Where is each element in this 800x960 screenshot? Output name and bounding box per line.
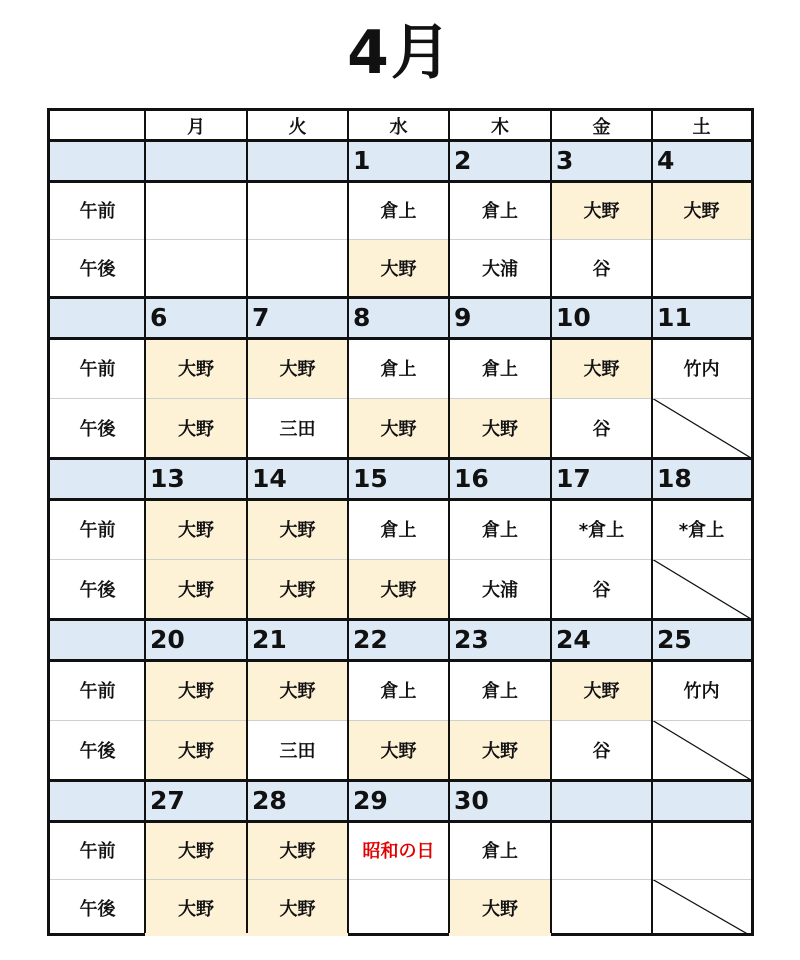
closed-slot-diagonal <box>652 720 751 780</box>
row-divider <box>50 180 751 183</box>
header-corner <box>50 111 145 140</box>
staff-assignment: 谷 <box>592 419 611 440</box>
staff-assignment: 大浦 <box>482 259 518 280</box>
day-number <box>652 780 751 821</box>
empty-slot <box>247 181 348 239</box>
day-number: 6 <box>145 297 247 338</box>
day-number: 29 <box>348 780 449 821</box>
staff-assignment: 大野 <box>145 660 247 720</box>
slot-divider <box>50 720 751 721</box>
staff-assignment: 大野 <box>348 720 449 780</box>
closed-slot-diagonal <box>652 559 751 619</box>
empty-slot <box>652 559 751 619</box>
week-band-corner <box>50 458 145 499</box>
staff-assignment: 三田 <box>279 419 316 440</box>
schedule-table <box>47 108 754 936</box>
day-number: 18 <box>652 458 751 499</box>
day-number: 8 <box>348 297 449 338</box>
staff-assignment: 三田 <box>279 741 316 762</box>
day-number: 21 <box>247 619 348 660</box>
column-divider <box>144 111 146 933</box>
staff-assignment: 大野 <box>348 559 449 619</box>
staff-assignment: 大野 <box>145 879 247 936</box>
row-divider <box>50 618 751 621</box>
staff-assignment: 大野 <box>449 879 551 936</box>
staff-assignment: 竹内 <box>683 681 720 702</box>
staff-assignment: 大野 <box>348 398 449 458</box>
staff-assignment: 倉上 <box>482 201 518 222</box>
day-number: 14 <box>247 458 348 499</box>
staff-assignment: 倉上 <box>482 841 518 862</box>
slot-label-am: 午前 <box>79 681 116 702</box>
week-band-corner <box>50 297 145 338</box>
day-number: 27 <box>145 780 247 821</box>
weekday-header: 水 <box>389 116 408 138</box>
column-divider <box>347 111 349 933</box>
row-divider <box>50 779 751 782</box>
staff-assignment: 大野 <box>247 660 348 720</box>
empty-slot <box>652 398 751 458</box>
empty-slot <box>652 821 751 879</box>
staff-assignment: 倉上 <box>482 359 518 380</box>
row-divider <box>50 296 751 299</box>
slot-label-am: 午前 <box>79 359 116 380</box>
staff-assignment: 大野 <box>145 821 247 879</box>
staff-assignment: 大野 <box>145 720 247 780</box>
staff-assignment: 大野 <box>551 338 652 398</box>
weekday-header: 火 <box>288 116 307 138</box>
day-number: 22 <box>348 619 449 660</box>
day-number: 7 <box>247 297 348 338</box>
day-number: 20 <box>145 619 247 660</box>
staff-assignment: 大野 <box>551 181 652 239</box>
week-band-corner <box>50 780 145 821</box>
slot-label-pm: 午後 <box>79 419 116 440</box>
empty-slot <box>348 879 449 936</box>
empty-slot <box>551 821 652 879</box>
slot-divider <box>50 879 751 880</box>
staff-assignment: *倉上 <box>578 520 625 541</box>
staff-assignment: 谷 <box>592 259 611 280</box>
staff-assignment: 大野 <box>348 239 449 297</box>
staff-assignment: 大野 <box>652 181 751 239</box>
day-number <box>247 140 348 181</box>
row-divider <box>50 139 751 142</box>
day-number: 4 <box>652 140 751 181</box>
day-number: 9 <box>449 297 551 338</box>
empty-slot <box>247 239 348 297</box>
row-divider <box>50 457 751 460</box>
week-band-corner <box>50 140 145 181</box>
day-number: 23 <box>449 619 551 660</box>
day-number: 1 <box>348 140 449 181</box>
day-number: 10 <box>551 297 652 338</box>
weekday-header: 月 <box>187 116 205 138</box>
column-divider <box>246 111 248 933</box>
slot-label-am: 午前 <box>79 201 116 222</box>
empty-slot <box>145 181 247 239</box>
staff-assignment: 大野 <box>145 338 247 398</box>
day-number: 2 <box>449 140 551 181</box>
staff-assignment: 大野 <box>551 660 652 720</box>
staff-assignment: 大野 <box>145 499 247 559</box>
empty-slot <box>652 239 751 297</box>
staff-assignment: 倉上 <box>482 520 518 541</box>
staff-assignment: 大野 <box>145 398 247 458</box>
staff-assignment: 大浦 <box>482 580 518 601</box>
staff-assignment: 大野 <box>247 499 348 559</box>
page-title: 4月 <box>347 18 453 88</box>
weekday-header: 木 <box>491 116 509 138</box>
day-number: 3 <box>551 140 652 181</box>
slot-divider <box>50 559 751 560</box>
day-number: 30 <box>449 780 551 821</box>
staff-assignment: 大野 <box>247 879 348 936</box>
slot-divider <box>50 239 751 240</box>
slot-label-pm: 午後 <box>79 898 116 920</box>
staff-assignment: 大野 <box>449 720 551 780</box>
weekday-header: 土 <box>692 116 711 138</box>
row-divider <box>50 498 751 501</box>
staff-assignment: 谷 <box>592 741 611 762</box>
column-divider <box>651 111 653 933</box>
staff-assignment: 谷 <box>592 580 611 601</box>
empty-slot <box>652 879 751 936</box>
staff-assignment: 倉上 <box>380 201 417 222</box>
slot-label-am: 午前 <box>79 520 116 541</box>
staff-assignment: 倉上 <box>380 681 417 702</box>
row-divider <box>50 337 751 340</box>
slot-label-am: 午前 <box>79 841 116 862</box>
slot-divider <box>50 398 751 399</box>
weekday-header: 金 <box>592 116 611 138</box>
staff-assignment: 倉上 <box>380 520 417 541</box>
empty-slot <box>551 879 652 936</box>
day-number: 16 <box>449 458 551 499</box>
staff-assignment: 倉上 <box>380 359 417 380</box>
slot-label-pm: 午後 <box>79 580 116 601</box>
day-number <box>551 780 652 821</box>
row-divider <box>50 820 751 823</box>
staff-assignment: *倉上 <box>678 520 725 541</box>
week-band-corner <box>50 619 145 660</box>
staff-assignment: 大野 <box>247 559 348 619</box>
column-divider <box>448 111 450 933</box>
column-divider <box>550 111 552 933</box>
day-number: 25 <box>652 619 751 660</box>
slot-label-pm: 午後 <box>79 259 116 280</box>
closed-slot-diagonal <box>652 879 751 936</box>
day-number: 15 <box>348 458 449 499</box>
staff-assignment: 竹内 <box>683 359 720 380</box>
staff-assignment: 大野 <box>145 559 247 619</box>
staff-assignment: 倉上 <box>482 681 518 702</box>
row-divider <box>50 659 751 662</box>
closed-slot-diagonal <box>652 398 751 458</box>
day-number: 24 <box>551 619 652 660</box>
slot-label-pm: 午後 <box>79 741 116 762</box>
empty-slot <box>145 239 247 297</box>
day-number <box>145 140 247 181</box>
day-number: 11 <box>652 297 751 338</box>
empty-slot <box>652 720 751 780</box>
staff-assignment: 大野 <box>247 338 348 398</box>
staff-assignment: 大野 <box>247 821 348 879</box>
day-number: 17 <box>551 458 652 499</box>
staff-assignment: 大野 <box>449 398 551 458</box>
day-number: 28 <box>247 780 348 821</box>
day-number: 13 <box>145 458 247 499</box>
holiday-label: 昭和の日 <box>362 841 435 862</box>
